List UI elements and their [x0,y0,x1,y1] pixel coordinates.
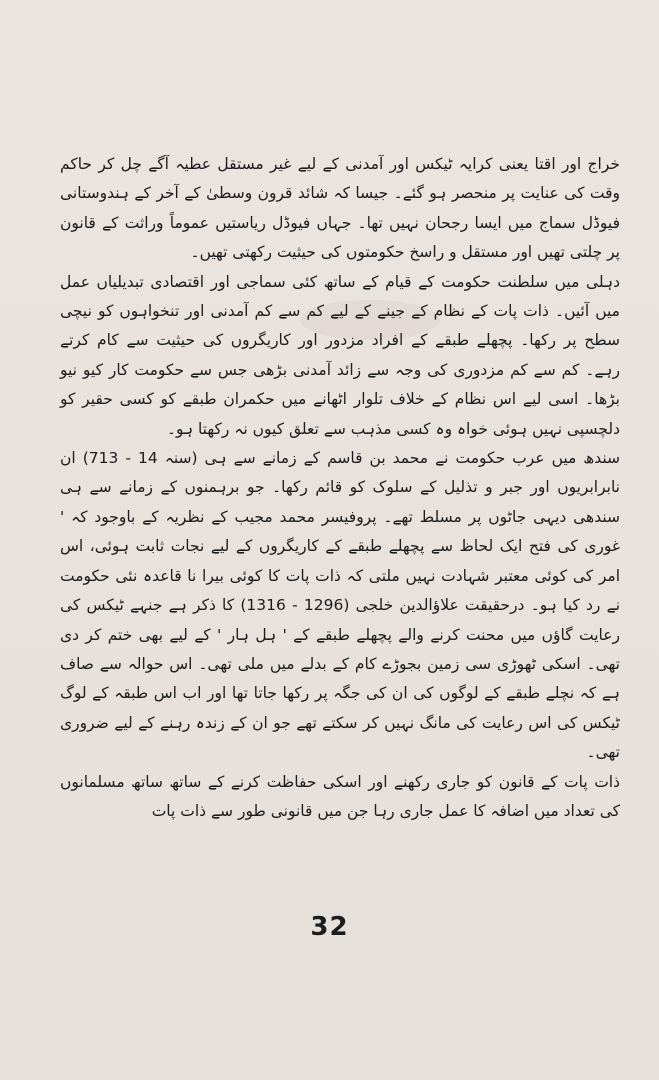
page-number: 32 [310,912,349,942]
body-text [60,150,620,826]
paragraph-3: سندھ میں عرب حکومت نے محمد بن قاسم کے زمانے سے ہی (سنہ 14 - 713) ان نابرابریوں اور جبر و تذلیل کے سلوک کو قائم رکھا۔ جو برہمنوں کے زمانے سے ہی سندھی دیہی جاٹوں پر مسلط تھے۔ پروفیسر محمد مجیب کے نظریہ کے باوجود کہ ' غوری کی فتح ایک لحاظ سے پچھلے طبقے کے کاریگروں کے لیے نجات ثابت ہوئی، اس امر کی کوئی معتبر شہادت نہیں ملتی کہ ذات پات کا کوئی بیرا نا قاعدہ نئی حکومت نے رد کیا ہو۔ درحقیقت علاؤالدین خلجی (1296 - 1316) کا ذکر ہے جنہے ٹیکس کی رعایت گاؤں میں محنت کرنے والے پچھلے طبقے کے ' ہل ہار ' کے لیے بھی ختم کر دی تھی۔ اسکی ٹھوڑی سی زمین بجوڑے کام کے بدلے میں ملی تھی۔ اس حوالہ سے صاف ہے کہ نچلے طبقے کے لوگوں کی ان کی جگہ پر رکھا جاتا تھا اور اب اس طبقہ کے لوگ ٹیکس کی اس رعایت کی مانگ نہیں کر سکتے تھے جو ان کے زندہ رہنے کے لیے ضروری تھی۔ [60,449,621,762]
paragraph-4: ذات پات کے قانون کو جاری رکھنے اور اسکی حفاظت کرنے کے ساتھ ساتھ مسلمانوں کی تعداد میں اضافہ کا عمل جاری رہا جن میں قانونی طور سے ذات پات [60,772,620,820]
paragraph-1: خراج اور اقتا یعنی کرایہ ٹیکس اور آمدنی کے لیے غیر مستقل عطیہ آگے چل کر حاکم وقت کی عنایت پر منحصر ہو گئے۔ جیسا کہ شائد قرون وسطیٰ کے آخر کے ہندوستانی فیوڈل سماج میں ایسا رجحان نہیں تھا۔ جہاں فیوڈل ریاستیں عموماً وراثت کے قانون پر چلتی تھیں اور مستقل و راسخ حکومتوں کی حیثیت رکھتی تھیں۔ [60,155,620,262]
paragraph-2: دہلی میں سلطنت حکومت کے قیام کے ساتھ کئی سماجی اور اقتصادی تبدیلیاں عمل میں آئیں۔ ذات پات کے نظام کے جینے کے لیے کم سے کم آمدنی اور تنخواہوں کو نیچی سطح پر رکھا۔ پچھلے طبقے کے افراد مزدور اور کاریگروں کی حیثیت سے کام کرتے رہے۔ کم سے کم مزدوری کی وجہ سے زائد آمدنی بڑھی جس سے حکومت کار کیو نیو بڑھا۔ اسی لیے اس نظام کے خلاف تلوار اٹھانے میں حکمران طبقے کو کسی حقیر کو دلچسپی نہیں ہوئی خواہ وہ کسی مذہب سے تعلق کیوں نہ رکھتا ہو۔ [60,272,620,438]
